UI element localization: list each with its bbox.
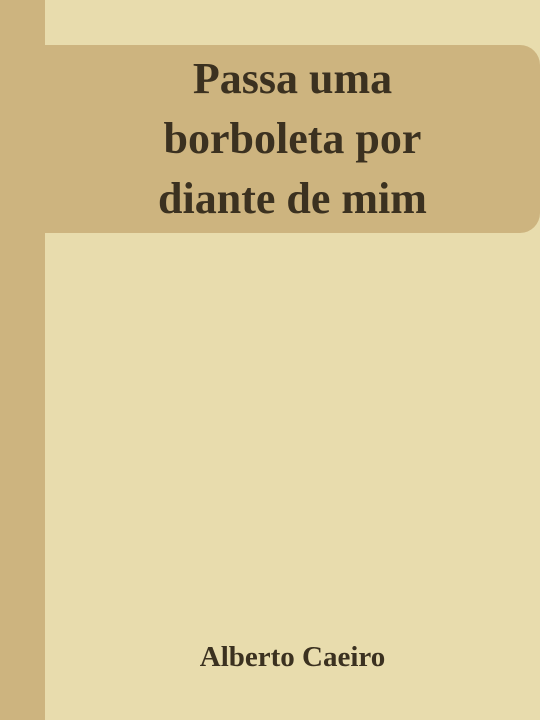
title-banner xyxy=(45,45,540,233)
book-author: Alberto Caeiro xyxy=(199,641,386,673)
cover-spine-bar xyxy=(0,0,45,720)
book-title: Passa uma borboleta por diante de mim xyxy=(158,54,427,223)
